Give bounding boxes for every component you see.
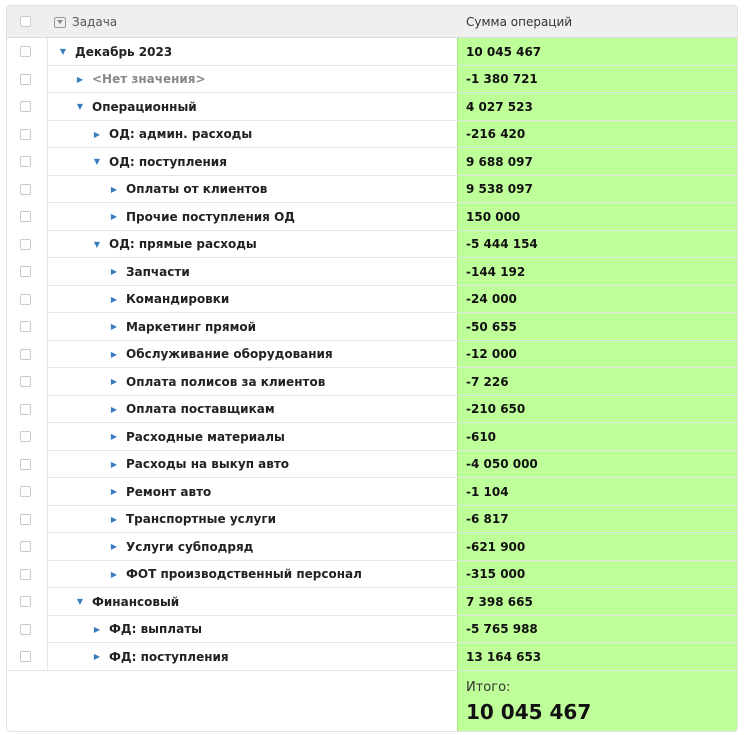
tree-row[interactable] (7, 561, 737, 589)
tree-row[interactable] (7, 203, 737, 231)
row-checkbox[interactable] (20, 349, 31, 360)
row-value: 13 164 653 (466, 649, 542, 664)
row-value: 150 000 (466, 209, 521, 224)
row-label-text: Расходные материалы (126, 429, 285, 444)
row-checkbox[interactable] (20, 46, 31, 57)
row-label-text: Обслуживание оборудования (126, 347, 333, 362)
row-value: -6 817 (466, 512, 509, 527)
caret-down-icon[interactable]: ▼ (76, 597, 84, 607)
tree-row[interactable] (7, 341, 737, 369)
row-label (109, 313, 256, 341)
row-label-text: Оплаты от клиентов (126, 182, 268, 197)
row-label-text: Расходы на выкуп авто (126, 457, 290, 472)
tree-row[interactable] (7, 38, 737, 66)
row-value: -210 650 (466, 402, 526, 417)
row-label-text: Маркетинг прямой (126, 319, 257, 334)
caret-right-icon[interactable]: ▶ (110, 377, 118, 387)
row-value: 4 027 523 (466, 99, 533, 114)
row-label-text: Операционный (92, 99, 197, 114)
row-checkbox[interactable] (20, 596, 31, 607)
row-value: -12 000 (466, 347, 517, 362)
caret-right-icon[interactable]: ▶ (93, 129, 101, 139)
row-checkbox[interactable] (20, 624, 31, 635)
row-value: -50 655 (466, 319, 517, 334)
row-label-text: Транспортные услуги (126, 512, 277, 527)
row-checkbox[interactable] (20, 211, 31, 222)
row-label (92, 643, 229, 671)
tree-row[interactable] (7, 258, 737, 286)
row-label-text: Финансовый (92, 594, 180, 609)
row-label (109, 533, 253, 561)
caret-right-icon[interactable]: ▶ (110, 267, 118, 277)
row-label (75, 93, 197, 121)
tree-row[interactable] (7, 533, 737, 561)
tree-row[interactable] (7, 643, 737, 671)
row-label (75, 66, 206, 94)
row-checkbox[interactable] (20, 569, 31, 580)
row-checkbox[interactable] (20, 486, 31, 497)
total-value: 10 045 467 (466, 700, 592, 724)
row-label-text: ФД: поступления (109, 649, 229, 664)
caret-right-icon[interactable]: ▶ (110, 432, 118, 442)
row-value: -1 104 (466, 484, 509, 499)
row-label (92, 231, 257, 259)
caret-right-icon[interactable]: ▶ (110, 542, 118, 552)
caret-right-icon[interactable]: ▶ (93, 624, 101, 634)
row-label-text: Декабрь 2023 (75, 44, 173, 59)
caret-right-icon[interactable]: ▶ (110, 322, 118, 332)
row-value: -610 (466, 429, 497, 444)
row-checkbox[interactable] (20, 184, 31, 195)
row-checkbox[interactable] (20, 266, 31, 277)
row-value: -621 900 (466, 539, 526, 554)
row-value: -144 192 (466, 264, 526, 279)
row-label (75, 588, 179, 616)
row-label-text: ОД: админ. расходы (109, 127, 253, 142)
row-value: -4 050 000 (466, 457, 538, 472)
row-label (109, 451, 289, 479)
row-label-text: ФД: выплаты (109, 622, 202, 637)
row-value: -7 226 (466, 374, 509, 389)
caret-down-icon[interactable]: ▼ (59, 47, 67, 57)
tree-row[interactable] (7, 506, 737, 534)
tree-row[interactable] (7, 148, 737, 176)
row-label (109, 561, 362, 589)
caret-right-icon[interactable]: ▶ (110, 349, 118, 359)
row-checkbox[interactable] (20, 321, 31, 332)
row-value: -5 444 154 (466, 237, 538, 252)
caret-right-icon[interactable]: ▶ (110, 294, 118, 304)
row-label (109, 203, 295, 231)
row-checkbox[interactable] (20, 129, 31, 140)
tree-row[interactable] (7, 368, 737, 396)
row-label-text: Оплата полисов за клиентов (126, 374, 326, 389)
caret-right-icon[interactable]: ▶ (110, 514, 118, 524)
row-value: 7 398 665 (466, 594, 533, 609)
row-value: 9 688 097 (466, 154, 533, 169)
caret-right-icon[interactable]: ▶ (93, 652, 101, 662)
row-label (92, 616, 202, 644)
tree-row[interactable] (7, 313, 737, 341)
tree-row[interactable] (7, 451, 737, 479)
row-value: 9 538 097 (466, 182, 533, 197)
row-label-text: ОД: поступления (109, 154, 227, 169)
row-checkbox[interactable] (20, 74, 31, 85)
row-label (92, 148, 227, 176)
grid-header (7, 6, 737, 38)
caret-right-icon[interactable]: ▶ (110, 404, 118, 414)
tree-row[interactable] (7, 396, 737, 424)
tree-row[interactable] (7, 478, 737, 506)
row-value: -216 420 (466, 127, 526, 142)
row-checkbox[interactable] (20, 239, 31, 250)
row-label-text: Ремонт авто (126, 484, 212, 499)
tree-row[interactable] (7, 423, 737, 451)
row-label (92, 121, 252, 149)
tree-row[interactable] (7, 231, 737, 259)
row-label (109, 423, 285, 451)
row-label (109, 286, 229, 314)
caret-right-icon[interactable]: ▶ (110, 569, 118, 579)
row-checkbox[interactable] (20, 156, 31, 167)
caret-right-icon[interactable]: ▶ (110, 487, 118, 497)
row-checkbox[interactable] (20, 651, 31, 662)
filter-icon[interactable] (54, 17, 66, 28)
caret-right-icon[interactable]: ▶ (76, 74, 84, 84)
row-label-text: ОД: прямые расходы (109, 237, 257, 252)
row-label (109, 506, 276, 534)
caret-right-icon[interactable]: ▶ (110, 459, 118, 469)
row-label (109, 258, 190, 286)
tree-grid (6, 5, 738, 732)
row-checkbox[interactable] (20, 101, 31, 112)
caret-right-icon[interactable]: ▶ (110, 184, 118, 194)
row-label (109, 341, 333, 369)
row-label-text: Запчасти (126, 264, 190, 279)
row-label-text: <Нет значения> (92, 72, 206, 87)
task-column-label: Задача (72, 15, 118, 29)
caret-down-icon[interactable]: ▼ (93, 157, 101, 167)
row-label-text: ФОТ производственный персонал (126, 567, 362, 582)
row-checkbox[interactable] (20, 459, 31, 470)
total-label: Итого: (466, 680, 511, 695)
row-label (109, 176, 267, 204)
caret-down-icon[interactable]: ▼ (76, 102, 84, 112)
row-label (109, 478, 211, 506)
row-checkbox[interactable] (20, 541, 31, 552)
tree-row[interactable] (7, 121, 737, 149)
row-checkbox[interactable] (20, 404, 31, 415)
task-column-header[interactable] (54, 15, 117, 29)
tree-row[interactable] (7, 286, 737, 314)
row-label-text: Командировки (126, 292, 230, 307)
select-all-checkbox[interactable] (20, 16, 31, 27)
row-label (109, 396, 275, 424)
row-value: -5 765 988 (466, 622, 538, 637)
row-label-text: Услуги субподряд (126, 539, 254, 554)
row-checkbox[interactable] (20, 431, 31, 442)
tree-row[interactable] (7, 93, 737, 121)
tree-row[interactable] (7, 588, 737, 616)
tree-row[interactable] (7, 66, 737, 94)
row-checkbox[interactable] (20, 376, 31, 387)
footer-divider (7, 670, 457, 671)
row-checkbox[interactable] (20, 294, 31, 305)
row-value: -315 000 (466, 567, 526, 582)
caret-down-icon[interactable]: ▼ (93, 239, 101, 249)
row-label-text: Оплата поставщикам (126, 402, 275, 417)
caret-right-icon[interactable]: ▶ (110, 212, 118, 222)
row-label (109, 368, 325, 396)
row-value: -1 380 721 (466, 72, 538, 87)
row-label-text: Прочие поступления ОД (126, 209, 295, 224)
row-checkbox[interactable] (20, 514, 31, 525)
row-value: -24 000 (466, 292, 517, 307)
row-label (58, 38, 172, 66)
tree-row[interactable] (7, 176, 737, 204)
tree-row[interactable] (7, 616, 737, 644)
sum-column-header[interactable]: Сумма операций (466, 15, 573, 29)
row-value: 10 045 467 (466, 44, 542, 59)
